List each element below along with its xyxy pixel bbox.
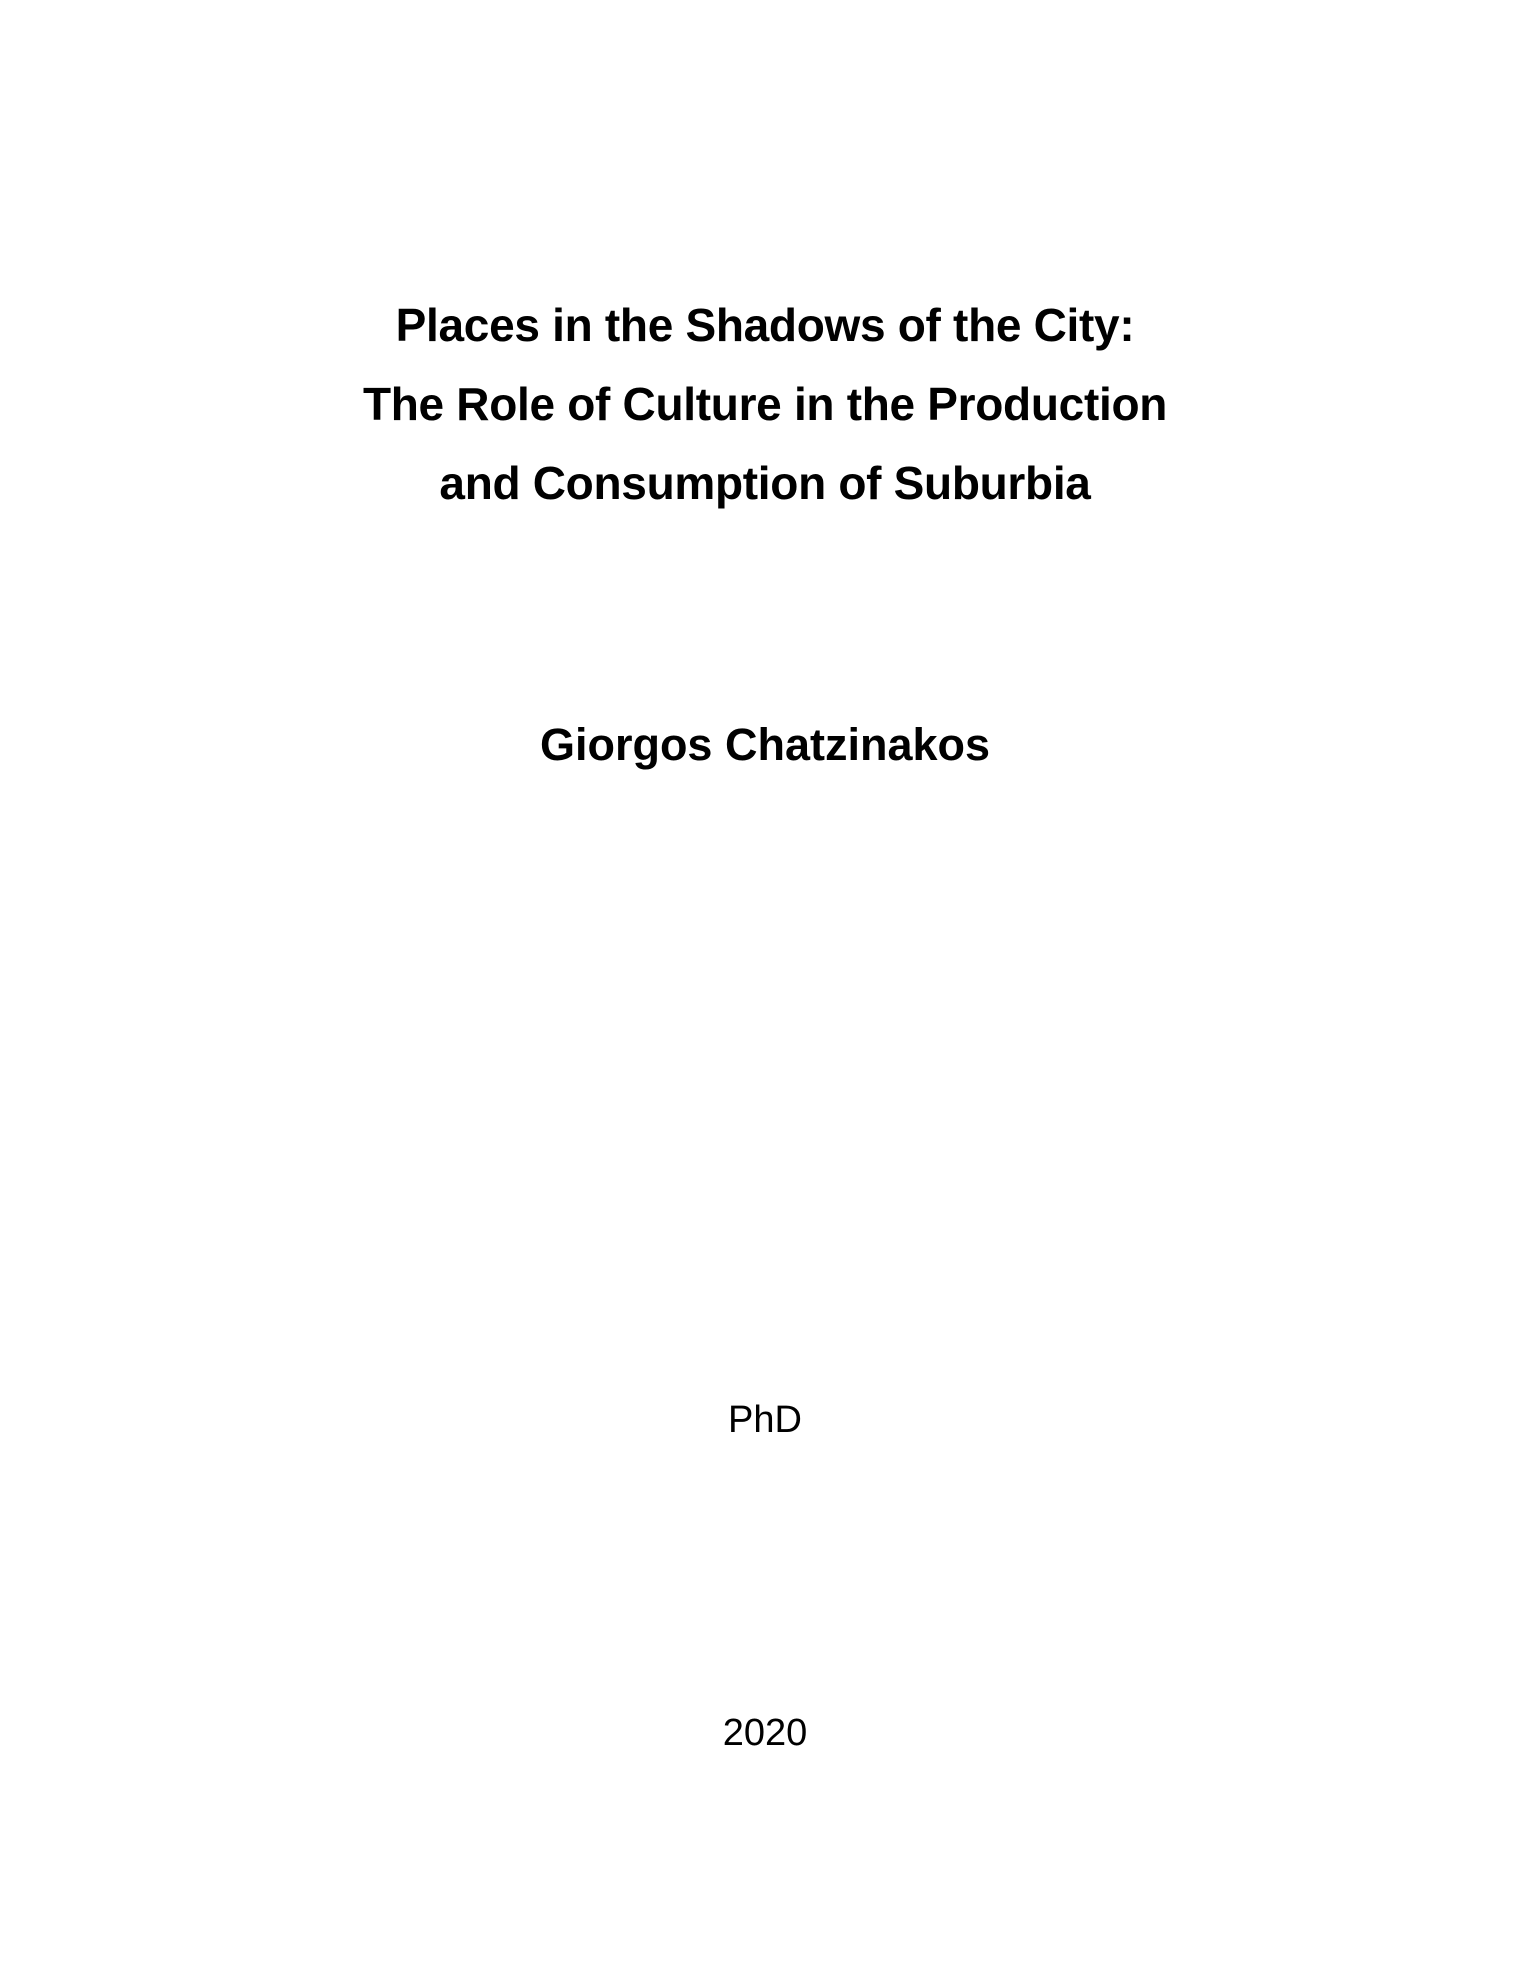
thesis-title [0, 286, 1530, 523]
degree-label: PhD [728, 1399, 802, 1441]
publication-year: 2020 [722, 1712, 808, 1754]
title-line-1: Places in the Shadows of the City: [395, 299, 1135, 351]
title-line-3: and Consumption of Suburbia [439, 457, 1091, 509]
title-line-2: The Role of Culture in the Production [362, 378, 1168, 430]
author-name: Giorgos Chatzinakos [539, 719, 991, 770]
